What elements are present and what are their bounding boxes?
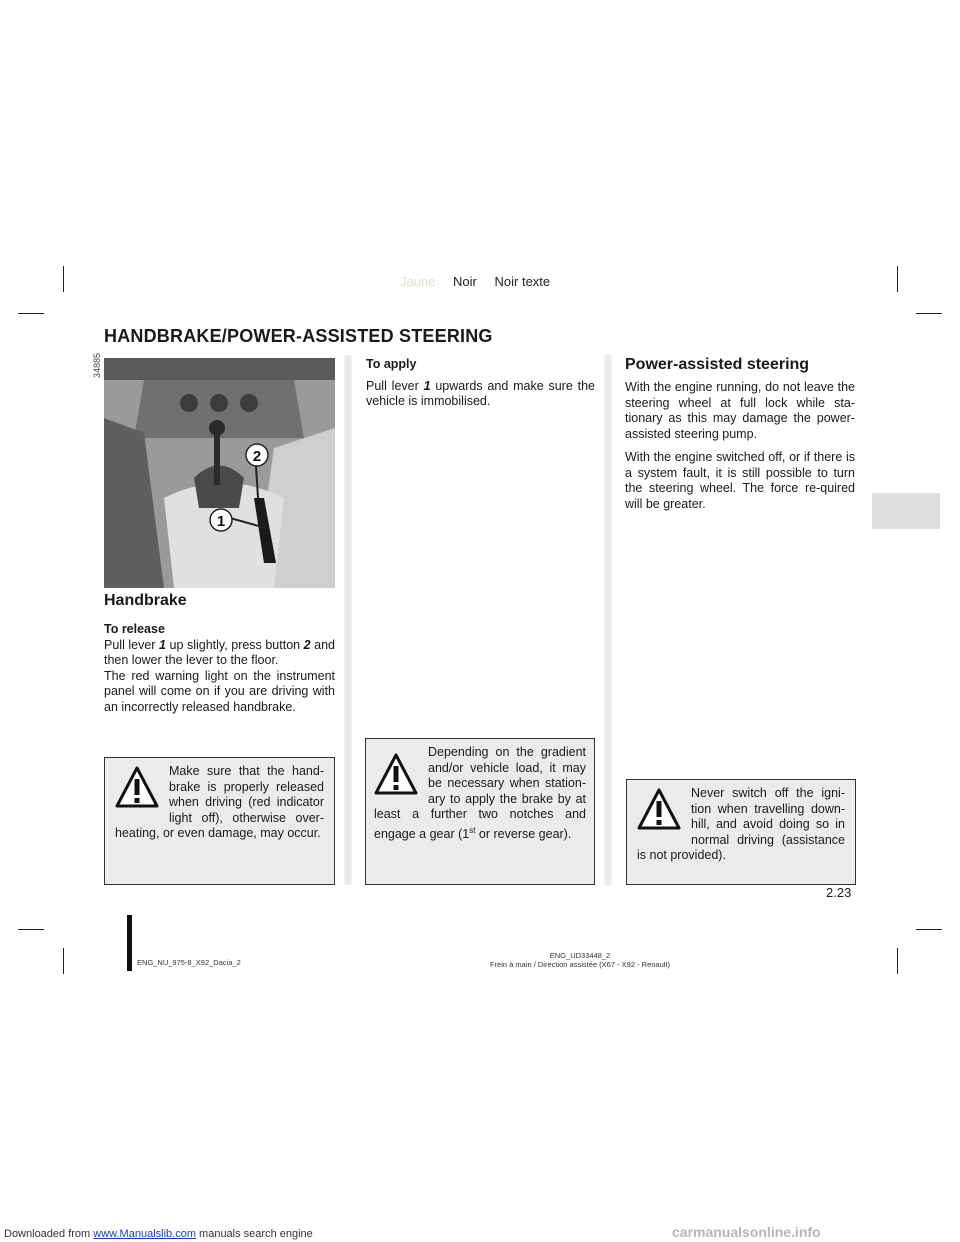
steering-warning-text: Never switch off the igni-tion when travelling down-hill, and avoid doing so in normal driving (assistance is not provided). <box>637 786 845 862</box>
manualslib-link[interactable]: www.Manualslib.com <box>93 1228 196 1240</box>
warning-triangle-icon <box>374 753 418 795</box>
handbrake-heading: Handbrake <box>104 592 187 609</box>
callout-2: 2 <box>252 448 262 465</box>
page-number: 2.23 <box>826 885 852 900</box>
steering-paragraph-1: With the engine running, do not leave the steering wheel at full lock while sta-tionary as this may damage the power-assisted steering pump. <box>625 380 855 441</box>
section-tab-marker <box>872 493 940 529</box>
column-separator <box>604 355 612 885</box>
handbrake-photo <box>104 358 335 588</box>
handbrake-release-block <box>104 622 335 715</box>
warning-light-text: The red warning light on the instrument panel will come on if you are driving with an incorrectly released handbrake. <box>104 668 335 714</box>
steering-warning-box <box>626 779 856 885</box>
color-label-jaune: Jaune <box>400 274 436 289</box>
steering-paragraph-2: With the engine switched off, or if there is a system fault, it is still possible to turn the steering wheel. The force re-quired will be greater. <box>625 450 855 511</box>
crop-mark <box>916 313 942 314</box>
handbrake-warning-box <box>104 757 335 885</box>
color-label-noir-texte: Noir texte <box>494 274 551 289</box>
apply-block <box>366 357 595 410</box>
page-title: HANDBRAKE/POWER-ASSISTED STEERING <box>104 326 493 346</box>
footer-chapter-title: Frein à main / Direction assistée (X67 - X92 - Renault) <box>489 960 671 969</box>
release-instructions: Pull lever 1 up slightly, press button 2 and then lower the lever to the floor. <box>104 637 335 667</box>
color-label-noir: Noir <box>453 274 477 289</box>
footer-chapter-ref <box>470 951 690 969</box>
apply-subheading: To apply <box>366 357 417 371</box>
footer-doc-code: ENG_NU_975-8_X92_Dacia_2 <box>137 958 241 967</box>
crop-mark <box>63 266 64 292</box>
crop-mark <box>897 266 898 292</box>
column-separator <box>344 355 352 885</box>
apply-warning-text: Depending on the gradient and/or vehicle load, it may be necessary when station-ary to apply the brake by at least a further two notches and engage a gear (1st or reverse gear). <box>374 745 586 841</box>
crop-mark <box>916 929 942 930</box>
footer-chapter-code: ENG_UD33448_2 <box>549 951 611 960</box>
apply-instructions: Pull lever 1 upwards and make sure the vehicle is immobilised. <box>366 378 595 408</box>
crop-mark <box>63 948 64 974</box>
watermark: carmanualsonline.info <box>672 1224 821 1240</box>
footer-bar <box>127 915 132 971</box>
color-separation-labels <box>400 274 564 289</box>
lever-number: 1 <box>159 637 166 652</box>
steering-heading: Power-assisted steering <box>625 356 810 373</box>
apply-lever-number: 1 <box>423 378 431 393</box>
apply-warning-box <box>365 738 595 885</box>
crop-mark <box>897 948 898 974</box>
steering-block <box>625 380 855 512</box>
release-subheading: To release <box>104 622 165 636</box>
photo-code: 34885 <box>92 352 102 378</box>
crop-mark <box>18 929 44 930</box>
button-number: 2 <box>303 637 311 652</box>
download-credit: Downloaded from www.Manualslib.com manuals search engine <box>4 1228 313 1240</box>
handbrake-warning-text: Make sure that the hand-brake is properly released when driving (red indicator light off), otherwise over-heating, or even damage, may occur. <box>115 764 324 840</box>
handbrake-illustration <box>104 358 335 588</box>
warning-triangle-icon <box>637 788 681 830</box>
crop-mark <box>18 313 44 314</box>
callout-1: 1 <box>216 513 226 530</box>
warning-triangle-icon <box>115 766 159 808</box>
